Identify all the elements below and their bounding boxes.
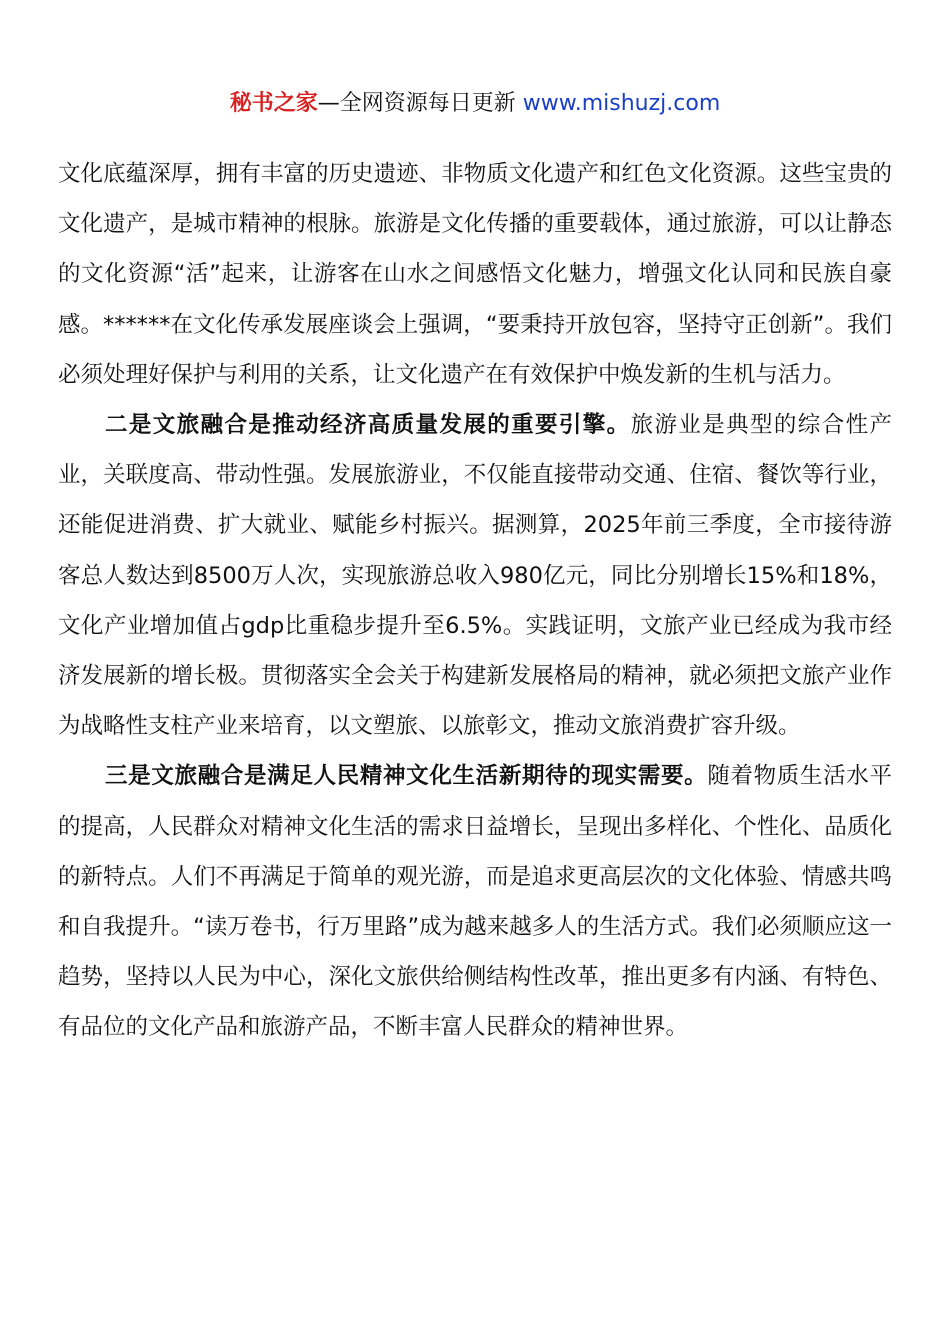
paragraph-lead-heading: 二是文旅融合是推动经济高质量发展的重要引擎。 <box>105 412 631 439</box>
paragraph-lead-heading: 三是文旅融合是满足人民精神文化生活新期待的现实需要。 <box>105 763 708 790</box>
paragraph-text: 随着物质生活水平的提高，人民群众对精神文化生活的需求日益增长，呈现出多样化、个性化、品质化的新特点。人们不再满足于简单的观光游，而是追求更高层次的文化体验、情感共鸣和自我提升。“读万卷书，行万里路”成为越来越多人的生活方式。我们必须顺应这一趋势，坚持以人民为中心，深化文旅供给侧结构性改革，推出更多有内涵、有特色、有品位的文化产品和旅游产品，不断丰富人民群众的精神世界。 <box>58 763 892 1041</box>
document-body <box>58 149 892 1053</box>
paragraph-text: 旅游业是典型的综合性产业，关联度高、带动性强。发展旅游业，不仅能直接带动交通、住宿、餐饮等行业，还能促进消费、扩大就业、赋能乡村振兴。据测算，2025年前三季度，全市接待游客总人数达到8500万人次，实现旅游总收入980亿元，同比分别增长15%和18%，文化产业增加值占gdp比重稳步提升至6.5%。实践证明，文旅产业已经成为我市经济发展新的增长极。贯彻落实全会关于构建新发展格局的精神，就必须把文旅产业作为战略性支柱产业来培育，以文塑旅、以旅彰文，推动文旅消费扩容升级。 <box>58 412 892 740</box>
paragraph-text: 文化底蕴深厚，拥有丰富的历史遗迹、非物质文化遗产和红色文化资源。这些宝贵的文化遗产，是城市精神的根脉。旅游是文化传播的重要载体，通过旅游，可以让静态的文化资源“活”起来，让游客在山水之间感悟文化魅力，增强文化认同和民族自豪感。******在文化传承发展座谈会上强调，“要秉持开放包容，坚持守正创新”。我们必须处理好保护与利用的关系，让文化遗产在有效保护中焕发新的生机与活力。 <box>58 161 892 388</box>
site-brand: 秘书之家 <box>229 91 318 116</box>
site-tagline: —全网资源每日更新 <box>317 91 523 116</box>
paragraph-continuation <box>58 149 892 400</box>
paragraph-point-two <box>58 400 892 751</box>
site-url-link[interactable]: www.mishuzj.com <box>522 91 721 116</box>
site-header <box>0 88 950 120</box>
paragraph-point-three <box>58 751 892 1052</box>
